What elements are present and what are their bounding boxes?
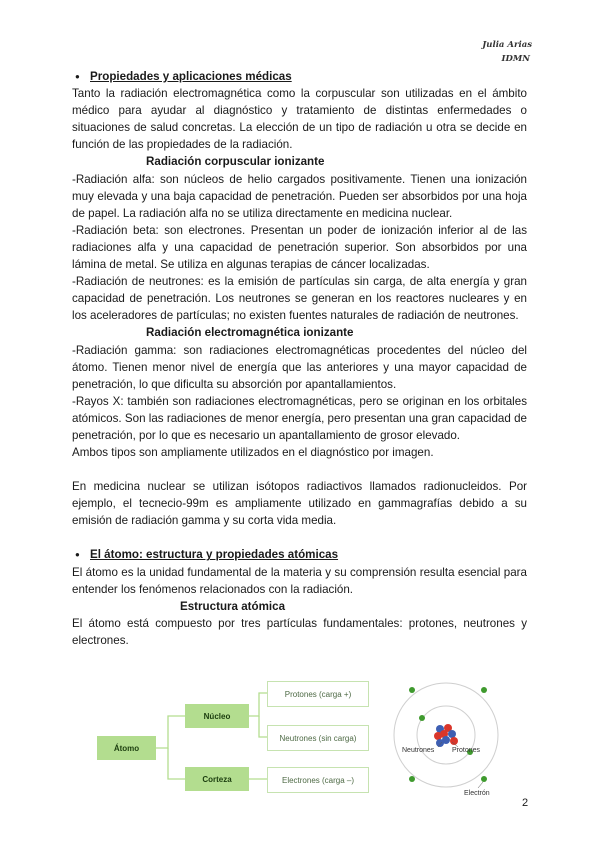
paragraph-ambos: Ambos tipos son ampliamente utilizados en el diagnóstico por imagen.: [72, 446, 434, 460]
diagram-node-corteza: Corteza: [185, 767, 249, 791]
atom-concept-map: [93, 672, 373, 794]
paragraph-intro: Tanto la radiación electromagnética como la corpuscular son utilizadas en el ámbito médico para ayudar al diagnóstico y tratamiento de distintas enfermedades o situaciones de salud concretas. La elección de un tipo de radiación u otra se decide en función de las propiedades de la radiación.: [72, 87, 527, 152]
nucleus-icon: [434, 724, 458, 747]
paragraph-rayos-x: -Rayos X: también son radiaciones electromagnéticas, pero se originan en los orbitales atómicos. Son las radiaciones de menor energía, pero presentan una gran capacidad de penetración, por lo que es necesario un apantallamiento de grosor elevado.: [72, 394, 527, 442]
paragraph-gamma: -Radiación gamma: son radiaciones electromagnéticas procedentes del núcleo del átomo. Tienen menor nivel de energía que las anteriores y una mayor capacidad de penetración, lo que dificulta su absorción por apantallamientos.: [72, 343, 527, 391]
author-name: Julia Arias: [482, 40, 532, 50]
paragraph-medicina-nuclear: En medicina nuclear se utilizan isótopos radiactivos llamados radionucleidos. Por ejemplo, el tecnecio-99m es ampliamente utilizado en gammagrafías debido a su emisión de radiación gamma y su corta vida media.: [72, 480, 527, 528]
diagram-node-electrones: Electrones (carga –): [267, 767, 369, 793]
label-protones: Protones: [452, 747, 481, 754]
section-heading-atomo: ● El átomo: estructura y propiedades atómicas: [72, 546, 527, 563]
subheading-corpuscular: Radiación corpuscular ionizante: [146, 155, 325, 169]
paragraph-particulas: El átomo está compuesto por tres partículas fundamentales: protones, neutrones y electrones.: [72, 616, 527, 647]
document-body: [72, 68, 527, 649]
diagram-node-atomo: Átomo: [97, 736, 156, 760]
subheading-estructura: Estructura atómica: [180, 599, 286, 613]
atom-orbits: [388, 672, 508, 802]
atom-illustration: [388, 672, 508, 802]
course-code: IDMN: [501, 54, 530, 64]
subheading-electromagnetica: Radiación electromagnética ionizante: [146, 326, 354, 340]
paragraph-neutrones: -Radiación de neutrones: es la emisión de partículas sin carga, de alta energía y gran capacidad de penetración. Los neutrones se generan en los reactores nucleares y en los aceleradores de partículas; no existen fuentes naturales de radiación de neutrones.: [72, 275, 527, 323]
diagram-node-nucleo: Núcleo: [185, 704, 249, 728]
paragraph-beta: -Radiación beta: son electrones. Presentan un poder de ionización inferior al de las radiaciones alfa y una capacidad de penetración superior. Son absorbidos por una lámina de metal. Se utiliza en algunas terapias de cáncer localizadas.: [72, 223, 527, 272]
diagram-node-neutrones: Neutrones (sin carga): [267, 725, 369, 751]
label-electron: Electrón: [464, 790, 490, 797]
paragraph-alfa: -Radiación alfa: son núcleos de helio cargados positivamente. Tienen una ionización muy elevada y una baja capacidad de penetración. Pueden ser absorbidos por una hoja de papel. La radiación alfa no se utiliza directamente en medicina nuclear.: [72, 172, 527, 220]
paragraph-atomo-intro: El átomo es la unidad fundamental de la materia y su comprensión resulta esencial para entender los fenómenos relacionados con la radiación.: [72, 565, 527, 596]
label-neutrones: Neutrones: [402, 747, 435, 754]
section-heading-propiedades: ● Propiedades y aplicaciones médicas: [72, 68, 527, 85]
diagram-node-protones: Protones (carga +): [267, 681, 369, 707]
page-number: 2: [522, 797, 529, 809]
